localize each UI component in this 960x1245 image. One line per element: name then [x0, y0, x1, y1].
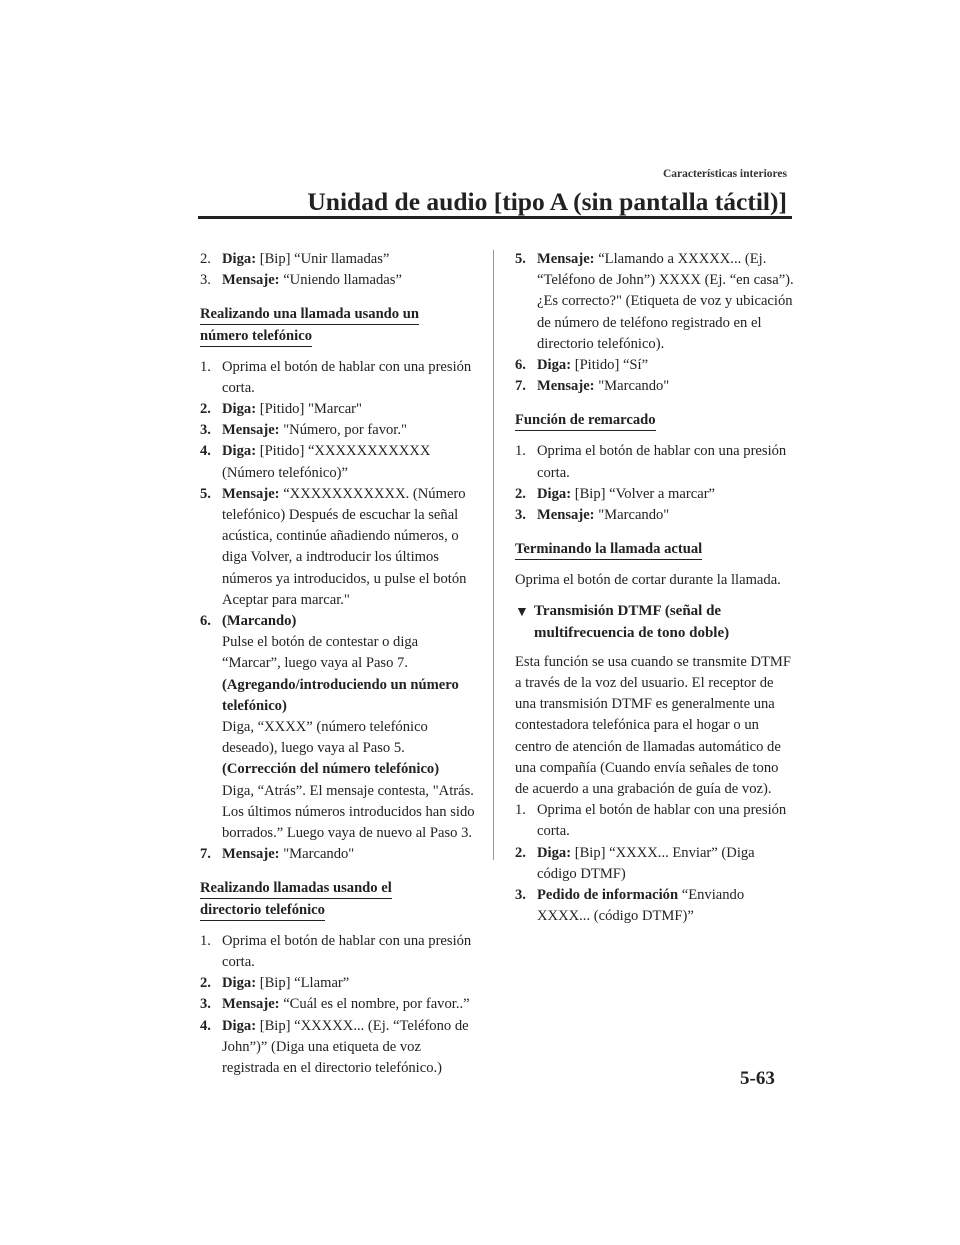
dtmf-description: Esta función se usa cuando se transmite DTMF a través de la voz del usuario. El receptor de una transmisión DTMF es generalmente una contestadora telefónica para el hogar o un centro de atención de llamadas automático de una compañía (Cuando envía señales de tono de acuerdo a una grabación de guía de voz).: [515, 653, 792, 798]
page-title: Unidad de audio [tipo A (sin pantalla táctil)]: [307, 187, 787, 216]
triangle-marker-icon: ▼: [515, 605, 529, 621]
list-item: 7. Mensaje: "Marcando": [200, 846, 355, 863]
list-item: 4. Diga: [Bip] “XXXXX... (Ej. “Teléfono de John”)” (Diga una etiqueta de voz registrada en el directorio telefónico.): [200, 1017, 469, 1076]
list-item: 1. Oprima el botón de hablar con una presión corta.: [515, 443, 787, 481]
list-item: 3. Pedido de información “Enviando XXXX... (código DTMF)”: [515, 887, 745, 925]
dtmf-heading: ▼ Transmisión DTMF (señal de multifrecuencia de tono doble): [515, 603, 730, 641]
list-item: 3. Mensaje: "Marcando": [515, 507, 670, 524]
list-item: 7. Mensaje: "Marcando": [515, 378, 670, 395]
list-item: 6. Diga: [Pitido] “Sí”: [515, 357, 649, 374]
list-item: 3. Mensaje: “Uniendo llamadas”: [200, 272, 402, 289]
list-item: 5. Mensaje: “Llamando a XXXXX... (Ej. “Teléfono de John”) XXXX (Ej. “en casa”). ¿Es correcto?" (Etiqueta de voz y ubicación de número de teléfono registrado en el directorio telefónico).: [515, 251, 794, 352]
section-heading-redial: Función de remarcado: [515, 407, 795, 441]
section-heading-directory: Realizando llamadas usando el directorio telefónico: [200, 875, 475, 930]
section-label: Características interiores: [662, 168, 787, 180]
list-item: 3. Mensaje: "Número, por favor.": [200, 422, 407, 439]
list-item: 2. Diga: [Bip] “Llamar”: [200, 975, 350, 992]
list-item: 1. Oprima el botón de hablar con una presión corta.: [200, 358, 472, 396]
list-item: 2. Diga: [Pitido] "Marcar": [200, 401, 362, 418]
section-heading-end-call: Terminando la llamada actual: [515, 536, 795, 570]
list-item: 1. Oprima el botón de hablar con una presión corta.: [200, 932, 472, 970]
right-column: [515, 249, 795, 927]
list-item: 4. Diga: [Pitido] “XXXXXXXXXXX (Número telefónico)”: [200, 443, 431, 481]
list-item: 1. Oprima el botón de hablar con una presión corta.: [515, 802, 787, 840]
list-item: 2. Diga: [Bip] “Unir llamadas”: [200, 251, 390, 267]
column-divider: [493, 250, 494, 860]
header-rule: [198, 216, 792, 219]
list-item: 2. Diga: [Bip] “Volver a marcar”: [515, 485, 716, 502]
list-item: 6. (Marcando) Pulse el botón de contestar o diga “Marcar”, luego vaya al Paso 7. (Agregando/introduciendo un número telefónico) Diga, “XXXX” (número telefónico deseado), luego vaya al Paso 5. (Corrección del número telefónico) Diga, “Atrás”. El mensaje contesta, "Atrás. Los últimos números introducidos han sido borrados.” Luego vaya de nuevo al Paso 3.: [200, 613, 475, 842]
list-item: 5. Mensaje: “XXXXXXXXXXX. (Número telefónico) Después de escuchar la señal acústica, continúe añadiendo números, o diga Volver, a indtroducir los últimos números ya introducidos, u pulse el botón Aceptar para marcar.": [200, 485, 467, 608]
page-number: 5-63: [740, 1068, 775, 1089]
list-item: 2. Diga: [Bip] “XXXX... Enviar” (Diga código DTMF): [515, 844, 755, 882]
end-call-text: Oprima el botón de cortar durante la llamada.: [515, 572, 781, 589]
left-column: [200, 249, 475, 1079]
section-heading-phone-number: Realizando una llamada usando un número telefónico: [200, 301, 475, 356]
list-item: 3. Mensaje: “Cuál es el nombre, por favor..”: [200, 996, 470, 1013]
